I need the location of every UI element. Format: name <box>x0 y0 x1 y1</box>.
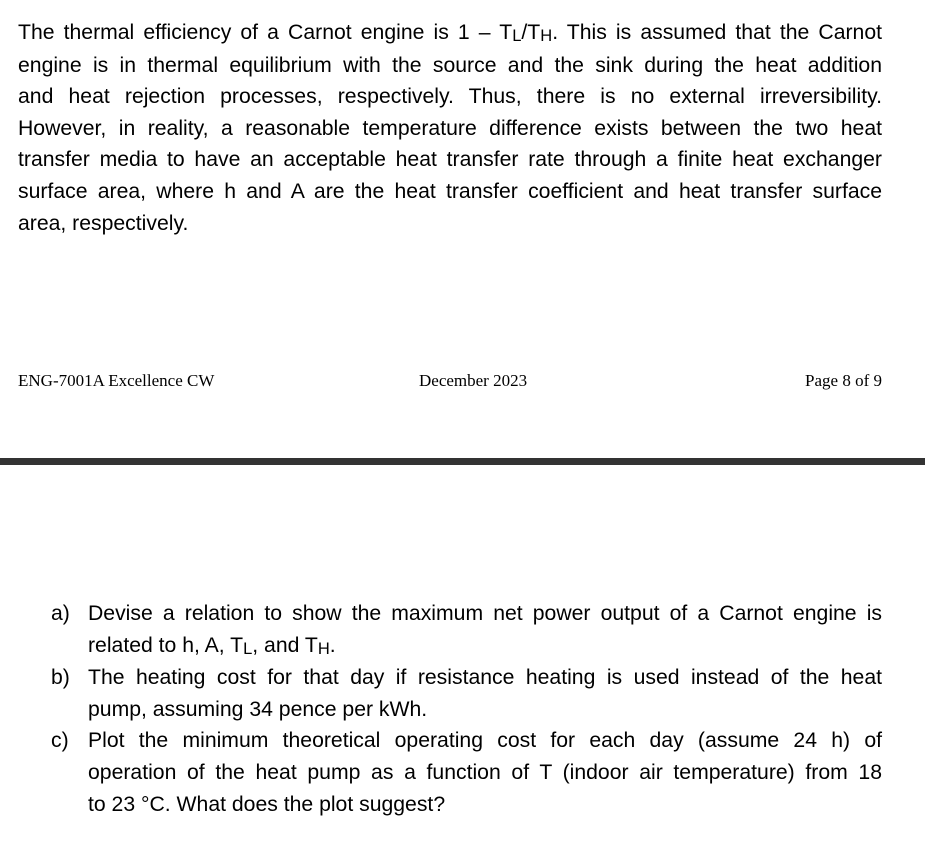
question-line: The heating cost for that day if resistance heating is used instead of the heat <box>88 666 882 690</box>
question-line: pump, assuming 34 pence per kWh. <box>88 697 428 721</box>
intro-line-5: transfer media to have an acceptable heat transfer rate through a finite heat exchanger <box>18 148 882 172</box>
page-divider <box>0 458 925 465</box>
subscript-h: H <box>540 25 553 45</box>
question-marker: c) <box>51 729 69 753</box>
subscript-l: L <box>512 25 522 45</box>
intro-line-6: surface area, where h and A are the heat transfer coefficient and heat transfer surface <box>18 179 882 203</box>
question-line: related to h, A, TL, and TH. <box>88 633 336 658</box>
intro-line-4: However, in reality, a reasonable temperature difference exists between the two heat <box>18 116 882 140</box>
question-b <box>51 662 882 725</box>
footer-course-code: ENG-7001A Excellence CW <box>18 371 215 390</box>
intro-line-7: area, respectively. <box>18 211 189 235</box>
page-footer <box>18 371 882 393</box>
footer-page-number: Page 8 of 9 <box>805 371 882 390</box>
intro-line-1: The thermal efficiency of a Carnot engine is 1 – TL/TH. This is assumed that the Carnot <box>18 21 882 45</box>
question-list <box>51 598 882 820</box>
question-line: to 23 °C. What does the plot suggest? <box>88 792 446 816</box>
intro-line-3: and heat rejection processes, respectively. Thus, there is no external irreversibility. <box>18 85 882 109</box>
question-c <box>51 725 882 820</box>
question-a <box>51 598 882 662</box>
intro-paragraph <box>18 17 882 239</box>
intro-line-2: engine is in thermal equilibrium with the source and the sink during the heat addition <box>18 53 882 77</box>
subscript-l: L <box>243 638 253 658</box>
question-marker: a) <box>51 602 70 625</box>
footer-date: December 2023 <box>419 371 528 390</box>
subscript-h: H <box>317 638 330 658</box>
question-line: operation of the heat pump as a function of T (indoor air temperature) from 18 <box>88 760 882 784</box>
question-line: Plot the minimum theoretical operating cost for each day (assume 24 h) of <box>88 729 882 753</box>
question-marker: b) <box>51 666 70 690</box>
question-line: Devise a relation to show the maximum net power output of a Carnot engine is <box>88 602 882 625</box>
